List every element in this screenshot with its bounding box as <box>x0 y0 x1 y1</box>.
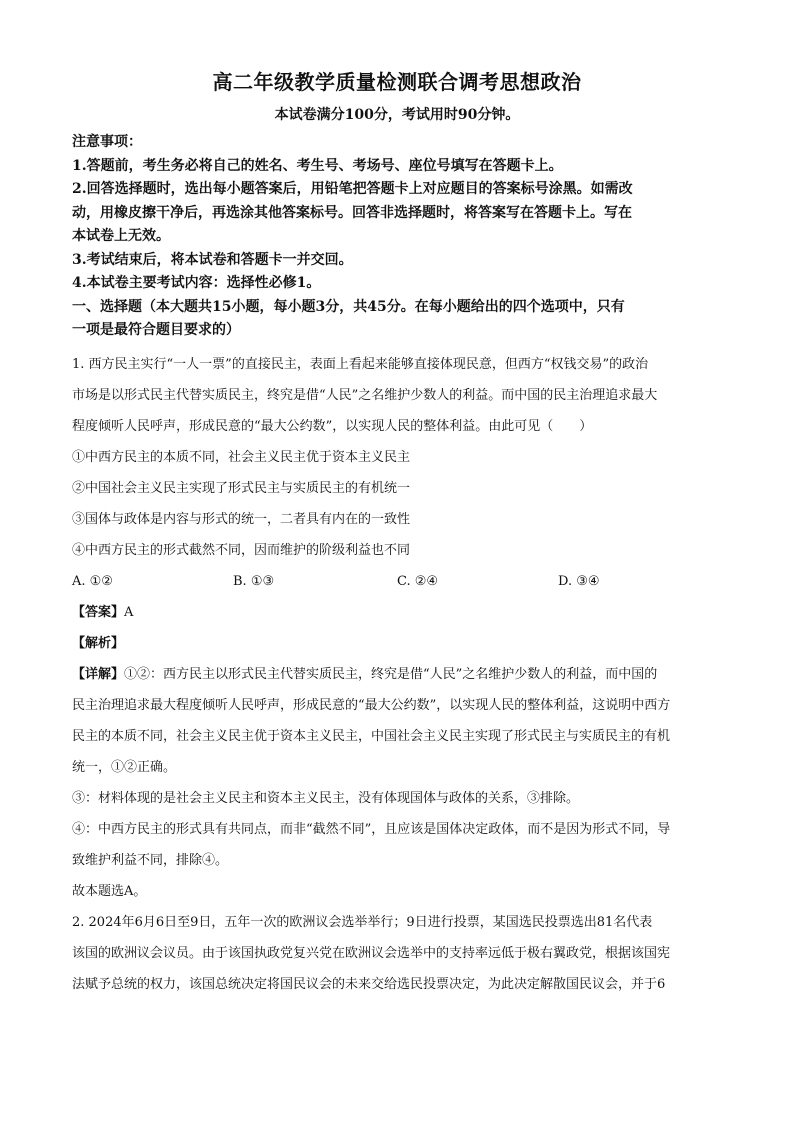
detail-line: 民主治理追求最大程度倾听人民呼声，形成民意的“最大公约数”，以实现人民的整体利益，这说明中西方 <box>72 697 671 713</box>
exam-title: 高二年级教学质量检测联合调考思想政治 <box>212 70 582 94</box>
option-d: D. ③④ <box>558 573 600 589</box>
notes-item: 3.考试结束后，将本试卷和答题卡一并交回。 <box>72 251 353 268</box>
notes-item: 本试卷上无效。 <box>72 228 170 244</box>
detail-line: 统一，①②正确。 <box>72 759 177 775</box>
exam-subtitle: 本试卷满分100分，考试用时90分钟。 <box>274 107 520 123</box>
option-c: C. ②④ <box>397 573 439 589</box>
option-b: B. ①③ <box>233 573 275 589</box>
notes-item: 动，用橡皮擦干净后，再选涂其他答案标号。回答非选择题时，将答案写在答题卡上。写在 <box>72 204 632 221</box>
question-2 <box>72 907 722 1000</box>
notes-item: 2.回答选择题时，选出每小题答案后，用铅笔把答题卡上对应题目的答案标号涂黑。如需改 <box>72 181 633 197</box>
question-stem-line: 市场是以形式民主代替实质民主，终究是借“人民”之名维护少数人的利益。而中国的民主治理追求最大 <box>72 387 658 403</box>
notes-item: 1.答题前，考生务必将自己的姓名、考生号、考场号、座位号填写在答题卡上。 <box>72 157 563 174</box>
detail-tag: 【详解】 <box>72 666 125 682</box>
question-stem-line: 2. 2024年6月6日至9日，五年一次的欧洲议会选举举行；9日进行投票，某国选民投票选出81名代表 <box>72 914 653 930</box>
detail-line <box>72 659 722 690</box>
analysis-tag: 【解析】 <box>72 635 125 651</box>
statement-2: ②中国社会主义民主实现了形式民主与实质民主的有机统一 <box>72 480 411 496</box>
notes-heading: 注意事项： <box>72 134 142 150</box>
question-stem-line: 程度倾听人民呼声，形成民意的“最大公约数”，以实现人民的整体利益。由此可见（ ） <box>72 418 593 434</box>
detail-line: 致维护利益不同，排除④。 <box>72 852 229 868</box>
exam-content <box>72 131 722 1000</box>
option-a: A. ①② <box>72 573 113 589</box>
question-stem-line: 该国的欧洲议会议员。由于该国执政党复兴党在欧洲议会选举中的支持率远低于极右翼政党，根据该国宪 <box>72 945 671 961</box>
answer-value: A <box>124 604 134 620</box>
answer-tag: 【答案】 <box>72 604 125 620</box>
section-heading-line1: 一、选择题（本大题共15小题，每小题3分，共45分。在每小题给出的四个选项中，只有 <box>72 298 625 315</box>
conclusion-line: 故本题选A。 <box>72 883 147 899</box>
detail-text: ①②：西方民主以形式民主代替实质民主，终究是借“人民”之名维护少数人的利益，而中国的 <box>124 666 658 682</box>
question-stem-line: 法赋予总统的权力，该国总统决定将国民议会的未来交给选民投票决定，为此决定解散国民议会，并于6 <box>72 976 666 992</box>
statement-4: ④中西方民主的形式截然不同，因而维护的阶级利益也不同 <box>72 542 411 558</box>
detail-line: ③：材料体现的是社会主义民主和资本主义民主，没有体现国体与政体的关系，③排除。 <box>72 790 580 806</box>
section-heading-line2: 一项是最符合题目要求的） <box>72 322 240 338</box>
question-1 <box>72 349 722 907</box>
statement-1: ①中西方民主的本质不同，社会主义民主优于资本主义民主 <box>72 449 411 465</box>
answer-line <box>72 597 722 628</box>
notes-item: 4.本试卷主要考试内容：选择性必修1。 <box>72 275 321 291</box>
statement-3: ③国体与政体是内容与形式的统一，二者具有内在的一致性 <box>72 511 411 527</box>
question-stem-line: 1. 西方民主实行“一人一票”的直接民主，表面上看起来能够直接体现民意，但西方“权钱交易”的政治 <box>72 356 649 372</box>
answer-options <box>72 566 722 597</box>
detail-line: ④：中西方民主的形式具有共同点，而非“截然不同”，且应该是国体决定政体，而不是因为形式不同，导 <box>72 821 671 837</box>
detail-line: 民主的本质不同，社会主义民主优于资本主义民主，中国社会主义民主实现了形式民主与实质民主的有机 <box>72 728 671 744</box>
